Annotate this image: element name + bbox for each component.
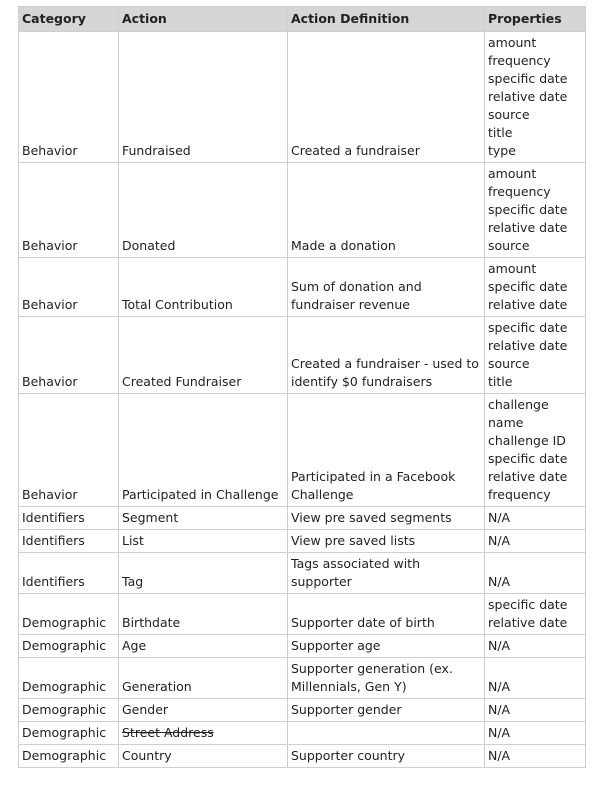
- category-cell: Behavior: [19, 258, 119, 317]
- action-definition-cell: [288, 699, 485, 722]
- action-cell: [119, 658, 288, 699]
- table-row: [19, 507, 586, 530]
- action-definition-cell: [288, 635, 485, 658]
- category-cell: Demographic: [19, 699, 119, 722]
- properties-cell: [485, 530, 586, 553]
- action-cell: [119, 745, 288, 768]
- action-label: Segment: [122, 510, 179, 525]
- action-definition-cell: [288, 530, 485, 553]
- table-body: [19, 32, 586, 768]
- property-item: amount: [488, 261, 537, 276]
- category-cell: Identifiers: [19, 553, 119, 594]
- table-row: [19, 530, 586, 553]
- property-item: relative date: [488, 615, 568, 630]
- action-definition-cell: [288, 658, 485, 699]
- property-item: N/A: [488, 574, 511, 589]
- properties-cell: [485, 507, 586, 530]
- actions-table: [18, 6, 586, 768]
- definition-line: identify $0 fundraisers: [291, 374, 433, 389]
- property-item: relative date: [488, 297, 568, 312]
- action-cell: [119, 317, 288, 394]
- properties-cell: [485, 553, 586, 594]
- definition-line: Supporter age: [291, 638, 381, 653]
- action-label: List: [122, 533, 144, 548]
- action-cell: [119, 530, 288, 553]
- property-item: specific date: [488, 320, 568, 335]
- category-cell: Identifiers: [19, 530, 119, 553]
- properties-cell: [485, 745, 586, 768]
- action-definition-cell: [288, 745, 485, 768]
- action-label: Tag: [122, 574, 144, 589]
- definition-line: supporter: [291, 574, 352, 589]
- properties-cell: [485, 163, 586, 258]
- property-item: frequency: [488, 53, 551, 68]
- action-definition-cell: [288, 163, 485, 258]
- action-definition-cell: [288, 258, 485, 317]
- properties-cell: [485, 317, 586, 394]
- action-label: Birthdate: [122, 615, 181, 630]
- definition-line: Created a fundraiser: [291, 143, 420, 158]
- property-item: relative date: [488, 220, 568, 235]
- category-cell: Behavior: [19, 317, 119, 394]
- definition-line: Sum of donation and: [291, 279, 422, 294]
- properties-cell: [485, 722, 586, 745]
- property-item: challenge: [488, 397, 549, 412]
- action-definition-cell: [288, 394, 485, 507]
- table-row: [19, 635, 586, 658]
- spreadsheet-container: [18, 6, 586, 768]
- action-cell: [119, 594, 288, 635]
- action-label: Total Contribution: [122, 297, 233, 312]
- table-row: [19, 594, 586, 635]
- property-item: specific date: [488, 71, 568, 86]
- definition-line: Participated in a Facebook: [291, 469, 456, 484]
- action-cell: [119, 258, 288, 317]
- table-row: [19, 32, 586, 163]
- property-item: N/A: [488, 510, 511, 525]
- category-cell: Behavior: [19, 394, 119, 507]
- action-cell: [119, 699, 288, 722]
- properties-cell: [485, 658, 586, 699]
- definition-line: View pre saved segments: [291, 510, 452, 525]
- action-definition-cell: [288, 722, 485, 745]
- definition-line: Created a fundraiser - used to: [291, 356, 479, 371]
- property-item: source: [488, 238, 530, 253]
- table-row: [19, 658, 586, 699]
- category-cell: Demographic: [19, 745, 119, 768]
- header-action-definition: Action Definition: [288, 7, 485, 32]
- properties-cell: [485, 699, 586, 722]
- action-cell: [119, 32, 288, 163]
- header-category: Category: [19, 7, 119, 32]
- property-item: specific date: [488, 451, 568, 466]
- action-label: Street Address: [122, 725, 214, 740]
- definition-line: Millennials, Gen Y): [291, 679, 407, 694]
- category-cell: Behavior: [19, 32, 119, 163]
- property-item: name: [488, 415, 524, 430]
- property-item: source: [488, 356, 530, 371]
- definition-line: Supporter gender: [291, 702, 402, 717]
- category-cell: Demographic: [19, 658, 119, 699]
- property-item: N/A: [488, 748, 511, 763]
- category-cell: Demographic: [19, 635, 119, 658]
- definition-line: Tags associated with: [291, 556, 421, 571]
- property-item: N/A: [488, 533, 511, 548]
- action-label: Country: [122, 748, 172, 763]
- property-item: source: [488, 107, 530, 122]
- category-cell: Demographic: [19, 722, 119, 745]
- property-item: relative date: [488, 469, 568, 484]
- definition-line: Challenge: [291, 487, 354, 502]
- category-cell: Demographic: [19, 594, 119, 635]
- table-row: [19, 553, 586, 594]
- properties-cell: [485, 635, 586, 658]
- action-cell: [119, 635, 288, 658]
- property-item: specific date: [488, 279, 568, 294]
- property-item: type: [488, 143, 516, 158]
- action-cell: [119, 394, 288, 507]
- property-item: N/A: [488, 638, 511, 653]
- property-item: specific date: [488, 202, 568, 217]
- property-item: title: [488, 374, 513, 389]
- table-row: [19, 394, 586, 507]
- header-properties: Properties: [485, 7, 586, 32]
- action-label: Generation: [122, 679, 192, 694]
- property-item: challenge ID: [488, 433, 566, 448]
- property-item: specific date: [488, 597, 568, 612]
- action-cell: [119, 722, 288, 745]
- property-item: relative date: [488, 89, 568, 104]
- property-item: N/A: [488, 679, 511, 694]
- action-definition-cell: [288, 507, 485, 530]
- definition-line: Supporter date of birth: [291, 615, 435, 630]
- table-row: [19, 163, 586, 258]
- properties-cell: [485, 258, 586, 317]
- property-item: frequency: [488, 184, 551, 199]
- action-label: Created Fundraiser: [122, 374, 242, 389]
- table-row: [19, 722, 586, 745]
- properties-cell: [485, 32, 586, 163]
- table-row: [19, 745, 586, 768]
- table-row: [19, 699, 586, 722]
- properties-cell: [485, 594, 586, 635]
- property-item: frequency: [488, 487, 551, 502]
- definition-line: View pre saved lists: [291, 533, 416, 548]
- property-item: relative date: [488, 338, 568, 353]
- action-definition-cell: [288, 317, 485, 394]
- action-label: Gender: [122, 702, 169, 717]
- property-item: title: [488, 125, 513, 140]
- action-cell: [119, 507, 288, 530]
- action-label: Age: [122, 638, 147, 653]
- definition-line: fundraiser revenue: [291, 297, 410, 312]
- property-item: N/A: [488, 725, 511, 740]
- category-cell: Identifiers: [19, 507, 119, 530]
- header-row: [19, 7, 586, 32]
- properties-cell: [485, 394, 586, 507]
- category-cell: Behavior: [19, 163, 119, 258]
- property-item: N/A: [488, 702, 511, 717]
- action-label: Donated: [122, 238, 176, 253]
- definition-line: Supporter generation (ex.: [291, 661, 453, 676]
- action-cell: [119, 553, 288, 594]
- action-definition-cell: [288, 32, 485, 163]
- table-row: [19, 258, 586, 317]
- definition-line: Made a donation: [291, 238, 396, 253]
- property-item: amount: [488, 166, 537, 181]
- header-action: Action: [119, 7, 288, 32]
- action-cell: [119, 163, 288, 258]
- definition-line: Supporter country: [291, 748, 406, 763]
- action-label: Participated in Challenge: [122, 487, 279, 502]
- action-label: Fundraised: [122, 143, 191, 158]
- action-definition-cell: [288, 553, 485, 594]
- property-item: amount: [488, 35, 537, 50]
- action-definition-cell: [288, 594, 485, 635]
- table-row: [19, 317, 586, 394]
